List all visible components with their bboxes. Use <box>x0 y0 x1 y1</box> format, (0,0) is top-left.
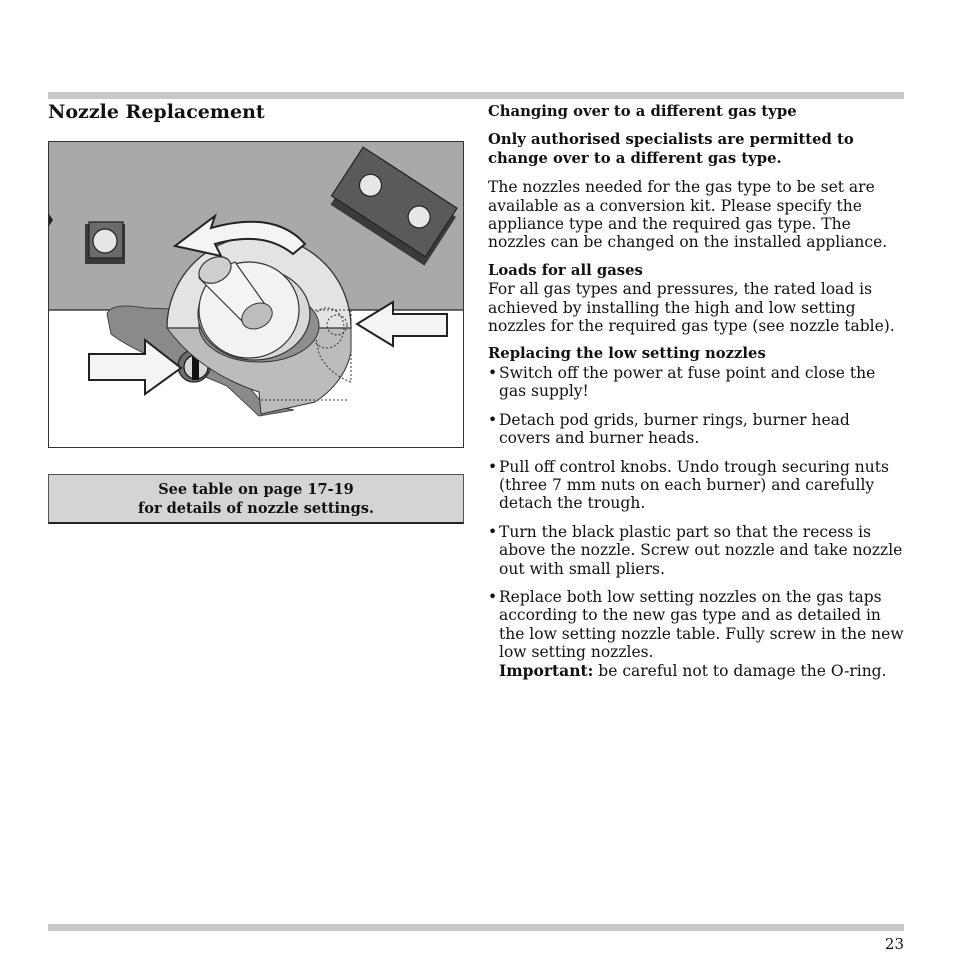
note-line-1: See table on page 17-19 <box>158 480 354 498</box>
replacing-heading: Replacing the low setting nozzles <box>488 345 766 363</box>
top-rule <box>48 92 904 99</box>
loads-text: For all gas types and pressures, the rated load is achieved by installing the high and low setting nozzles for the required gas type (see nozzle table). <box>488 280 895 336</box>
specialist-warning: Only authorised specialists are permitted to change over to a different gas type. <box>488 131 854 167</box>
list-item: • Turn the black plastic part so that the recess is above the nozzle. Screw out nozzle and take nozzle out with small pliers. <box>488 522 903 578</box>
steps-list <box>488 364 906 680</box>
important-text: be careful not to damage the O-ring. <box>598 661 887 680</box>
list-item: • Detach pod grids, burner rings, burner head covers and burner heads. <box>488 410 850 448</box>
conversion-kit-text: The nozzles needed for the gas type to be set are available as a conversion kit. Please specify the appliance type and the required gas type. The nozzles can be changed on the installed appliance. <box>488 178 888 252</box>
page-title: Nozzle Replacement <box>48 101 265 123</box>
changeover-heading: Changing over to a different gas type <box>488 103 797 120</box>
nozzle-settings-note <box>48 474 464 524</box>
nozzle-illustration <box>48 141 464 448</box>
important-label: Important: <box>499 660 594 680</box>
loads-heading: Loads for all gases <box>488 261 643 279</box>
screw-block-left <box>85 222 125 264</box>
list-item: • Pull off control knobs. Undo trough securing nuts (three 7 mm nuts on each burner) and carefully detach the trough. <box>488 457 889 513</box>
note-line-2: for details of nozzle settings. <box>138 499 374 517</box>
bottom-rule <box>48 924 904 931</box>
page-number: 23 <box>884 935 904 953</box>
list-item: • Switch off the power at fuse point and close the gas supply! <box>488 363 876 401</box>
instructions-column <box>488 103 906 680</box>
list-item: • Replace both low setting nozzles on the gas taps according to the new gas type and as detailed in the low setting nozzle table. Fully screw in the new low setting nozzles. Important: be careful not to damage the O-ring. <box>488 587 904 680</box>
